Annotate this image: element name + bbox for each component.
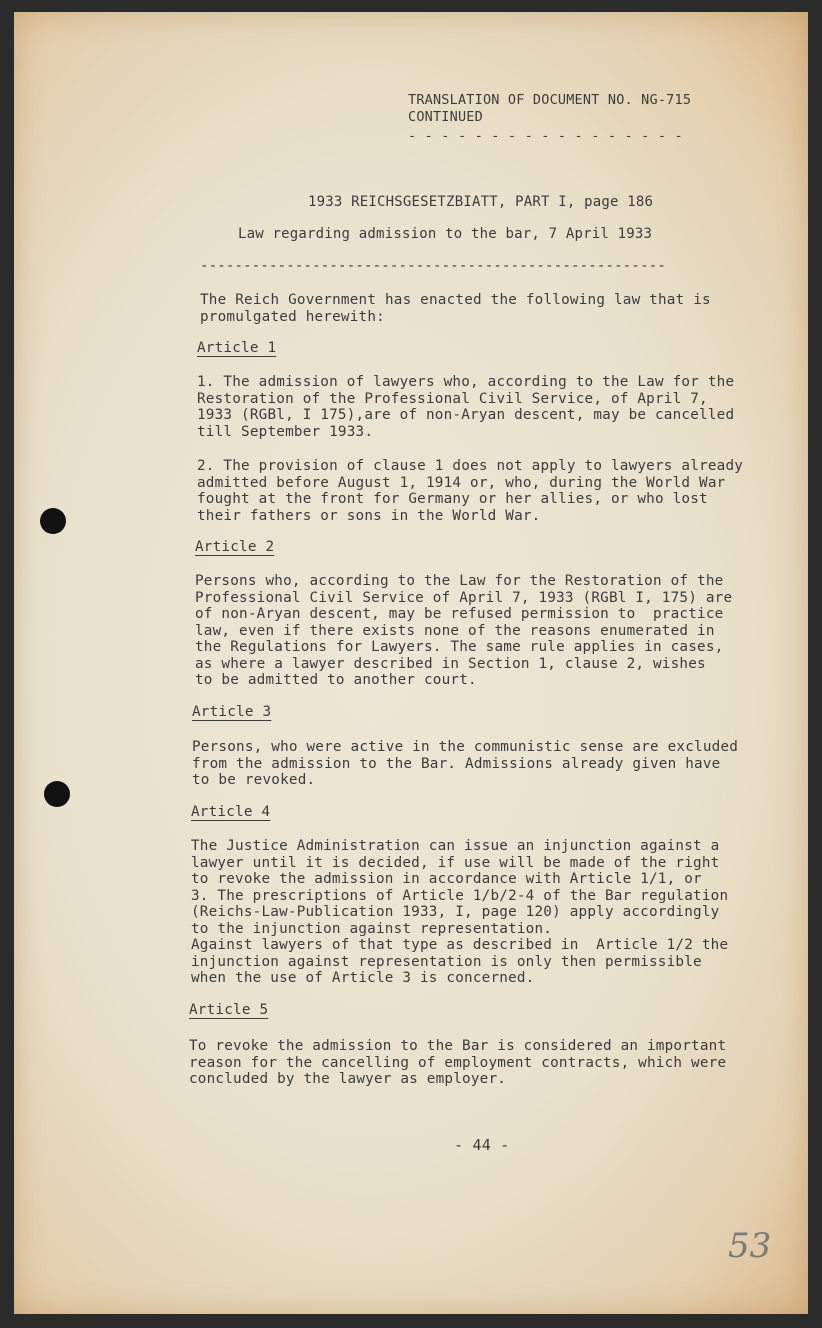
article-5-paragraph: To revoke the admission to the Bar is considered an important reason for the cancelling of employment contracts, which were concluded by the lawyer as employer. <box>189 1038 727 1087</box>
article-2-paragraph: Persons who, according to the Law for the Restoration of the Professional Civil Service of April 7, 1933 (RGBl I, 175) are of non-Aryan descent, may be refused permission to practice law, even if there exists none of the reasons enumerated in the Regulations for Lawyers. The same rule applies in cases, as where a lawyer described in Section 1, clause 2, wishes to be admitted to another court. <box>195 573 733 688</box>
header-title: TRANSLATION OF DOCUMENT NO. NG-715 <box>408 92 692 108</box>
document-page <box>14 12 808 1314</box>
article-2-heading: Article 2 <box>195 539 275 555</box>
article-1-heading: Article 1 <box>197 340 277 356</box>
article-1-paragraph-1: 1. The admission of lawyers who, according to the Law for the Restoration of the Professional Civil Service, of April 7, 1933 (RGBl, I 175),are of non-Aryan descent, may be cancelled till September 1933. <box>197 374 735 440</box>
article-3-heading: Article 3 <box>192 704 272 720</box>
article-1-paragraph-2: 2. The provision of clause 1 does not apply to lawyers already admitted before August 1, 1914 or, who, during the World War fought at the front for Germany or her allies, or who lost their fathers or sons in the World War. <box>197 458 744 524</box>
article-5-heading: Article 5 <box>189 1002 269 1018</box>
document-subtitle: Law regarding admission to the bar, 7 April 1933 <box>238 226 653 242</box>
punch-hole <box>40 508 66 534</box>
article-4-paragraph: The Justice Administration can issue an injunction against a lawyer until it is decided, if use will be made of the right to revoke the admission in accordance with Article 1/1, or 3. The prescriptions of Article 1/b/2-4 of the Bar regulation (Reichs-Law-Publication 1933, I, page 120) apply accordingly to the injunction against representation. Against lawyers of that type as described in Article 1/2 the injunction against representation is only then permissible when the use of Article 3 is concerned. <box>191 838 729 986</box>
intro-paragraph: The Reich Government has enacted the following law that is promulgated herewith: <box>200 292 711 325</box>
punch-hole <box>44 781 70 807</box>
header-continued: CONTINUED <box>408 109 483 125</box>
page-number: - 44 - <box>454 1136 510 1154</box>
header-dashes: - - - - - - - - - - - - - - - - - <box>408 128 683 144</box>
document-title: 1933 REICHSGESETZBIATT, PART I, page 186 <box>308 194 654 210</box>
handwritten-page-mark: 53 <box>728 1226 772 1266</box>
article-4-heading: Article 4 <box>191 804 271 820</box>
article-3-paragraph: Persons, who were active in the communistic sense are excluded from the admission to the Bar. Admissions already given have to be revoked. <box>192 739 739 788</box>
title-rule: ------------------------------------------------------ <box>200 258 666 274</box>
